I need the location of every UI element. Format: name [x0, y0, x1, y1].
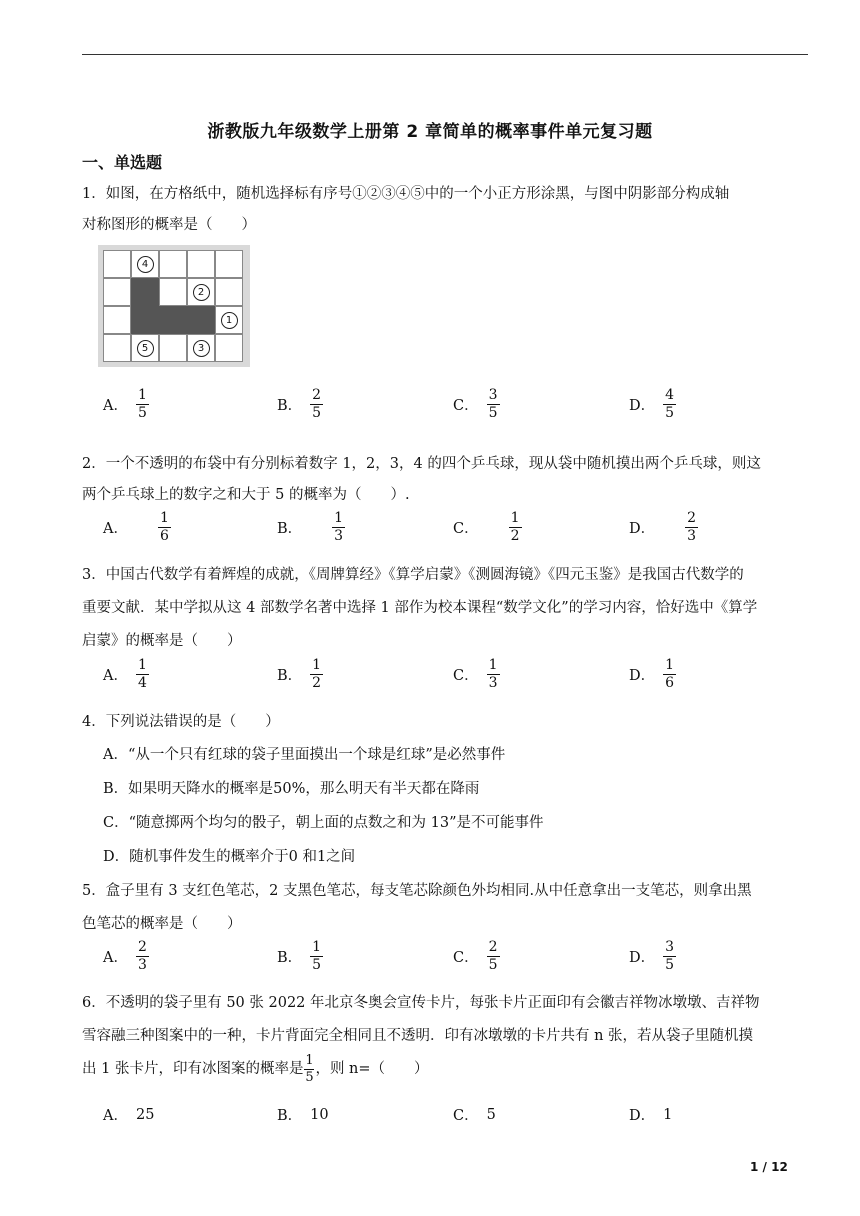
circled-number: 4	[137, 256, 154, 273]
fraction	[136, 658, 149, 692]
numerator: 3	[665, 939, 675, 955]
q4-line1: 4．下列说法错误的是（ ）	[82, 714, 280, 730]
q2-option-b[interactable]	[277, 511, 345, 545]
denominator: 4	[137, 675, 147, 692]
option-label: A．	[103, 398, 128, 415]
grid-cell	[159, 334, 187, 362]
denominator: 5	[312, 957, 322, 974]
numerator: 1	[334, 510, 344, 526]
q3-line3: 启蒙》的概率是（ ）	[82, 633, 242, 649]
grid-cell	[103, 250, 131, 278]
q6-line3	[82, 1054, 429, 1084]
numerator: 1	[312, 657, 322, 673]
denominator: 5	[312, 405, 322, 422]
option-label: C．	[453, 1108, 479, 1124]
fraction	[663, 940, 676, 974]
shaded-cell	[131, 306, 159, 334]
numerator: 2	[312, 387, 322, 403]
denominator: 5	[665, 405, 675, 422]
q3-option-d[interactable]	[629, 658, 676, 692]
numerator: 2	[137, 939, 147, 955]
shaded-cell	[187, 306, 215, 334]
q3-option-c[interactable]	[453, 658, 500, 692]
numerator: 1	[137, 657, 147, 673]
numerator: 4	[665, 387, 675, 403]
fraction	[332, 511, 345, 545]
fraction	[487, 658, 500, 692]
grid-cell-1	[215, 306, 243, 334]
q3-option-b[interactable]	[277, 658, 323, 692]
q4-option-c[interactable]: C．“随意掷两个均匀的骰子，朝上面的点数之和为 13”是不可能事件	[103, 815, 544, 831]
q5-option-c[interactable]	[453, 940, 500, 974]
fraction	[509, 511, 522, 545]
denominator: 3	[334, 528, 344, 545]
q2-option-a[interactable]	[103, 511, 171, 545]
option-label: A．	[103, 521, 128, 538]
q5-option-a[interactable]	[103, 940, 149, 974]
option-value: 5	[486, 1106, 496, 1123]
shaded-cell	[131, 278, 159, 306]
option-label: A．	[103, 668, 128, 685]
fraction	[310, 658, 323, 692]
option-label: C．	[453, 521, 479, 538]
q6-option-b[interactable]	[277, 1104, 329, 1125]
grid-cell	[215, 278, 243, 306]
q4-option-a[interactable]: A．“从一个只有红球的袋子里面摸出一个球是红球”是必然事件	[103, 747, 506, 763]
denominator: 5	[665, 957, 675, 974]
option-label: C．	[453, 668, 479, 685]
option-label: D．	[629, 1108, 656, 1124]
circled-number: 2	[193, 284, 210, 301]
grid-cell-3	[187, 334, 215, 362]
grid-cell	[103, 278, 131, 306]
q6-line1: 6．不透明的袋子里有 50 张 2022 年北京冬奥会宣传卡片，每张卡片正面印有会徽吉祥物冰墩墩、吉祥物	[82, 995, 760, 1011]
grid-cell	[103, 334, 131, 362]
option-label: D．	[629, 950, 656, 967]
q5-option-d[interactable]	[629, 940, 676, 974]
option-label: D．	[629, 521, 656, 538]
grid-cell	[159, 278, 187, 306]
option-label: D．	[629, 668, 656, 685]
q2-line2: 两个乒乓球上的数字之和大于 5 的概率为（ ）.	[82, 487, 410, 503]
denominator: 3	[687, 528, 697, 545]
denominator: 6	[665, 675, 675, 692]
fraction	[487, 940, 500, 974]
section-heading: 一、单选题	[82, 153, 163, 172]
q2-option-c[interactable]	[453, 511, 522, 545]
grid-cell	[159, 250, 187, 278]
grid-cell	[103, 306, 131, 334]
numerator: 1	[488, 657, 498, 673]
option-label: A．	[103, 950, 128, 967]
fraction	[663, 388, 676, 422]
numerator: 1	[159, 510, 169, 526]
denominator: 5	[488, 405, 498, 422]
fraction	[136, 940, 149, 974]
q6-option-a[interactable]	[103, 1104, 154, 1125]
numerator: 2	[687, 510, 697, 526]
option-label: B．	[277, 521, 303, 538]
q3-line2: 重要文献．某中学拟从这 4 部数学名著中选择 1 部作为校本课程“数学文化”的学习内容，恰好选中《算学	[82, 600, 758, 616]
fraction	[158, 511, 171, 545]
q1-option-d[interactable]	[629, 388, 676, 422]
q3-line1: 3．中国古代数学有着辉煌的成就，《周牌算经》《算学启蒙》《测圆海镜》《四元玉鉴》是我国古代数学的	[82, 567, 744, 583]
shaded-cell	[159, 306, 187, 334]
fraction	[663, 658, 676, 692]
option-label: B．	[277, 950, 303, 967]
q1-line1: 1．如图，在方格纸中，随机选择标有序号①②③④⑤中的一个小正方形涂黑，与图中阴影部分构成轴	[82, 186, 730, 202]
option-label: B．	[277, 668, 303, 685]
circled-number: 1	[221, 312, 238, 329]
q3-option-a[interactable]	[103, 658, 149, 692]
numerator: 1	[305, 1053, 314, 1068]
grid-cell-4	[131, 250, 159, 278]
q1-grid-figure	[98, 245, 250, 367]
q1-option-a[interactable]	[103, 388, 149, 422]
grid-cell	[215, 250, 243, 278]
option-label: B．	[277, 398, 303, 415]
denominator: 2	[510, 528, 520, 545]
fraction	[310, 388, 323, 422]
document-title: 浙教版九年级数学上册第 2 章简单的概率事件单元复习题	[207, 122, 653, 142]
denominator: 3	[488, 675, 498, 692]
option-value: 25	[135, 1106, 155, 1123]
option-label: D．	[629, 398, 656, 415]
q1-option-b[interactable]	[277, 388, 323, 422]
option-label: A．	[103, 1108, 128, 1124]
q4-option-d[interactable]: D．随机事件发生的概率介于0 和1之间	[103, 849, 356, 865]
grid-cell-5	[131, 334, 159, 362]
numerator: 2	[488, 939, 498, 955]
q6-option-c[interactable]	[453, 1104, 496, 1125]
fraction	[136, 388, 149, 422]
q2-line1: 2．一个不透明的布袋中有分别标着数字 1，2，3，4 的四个乒乓球，现从袋中随机摸出两个乒乓球，则这	[82, 456, 761, 472]
q5-option-b[interactable]	[277, 940, 323, 974]
grid-cell-2	[187, 278, 215, 306]
numerator: 1	[137, 387, 147, 403]
denominator: 5	[305, 1069, 314, 1085]
fraction	[310, 940, 323, 974]
fraction	[685, 511, 698, 545]
denominator: 2	[312, 675, 322, 692]
numerator: 1	[665, 657, 675, 673]
q1-option-c[interactable]	[453, 388, 500, 422]
option-label: B．	[277, 1108, 303, 1124]
circled-number: 3	[193, 340, 210, 357]
q6-line3-end: ，则 n=（ ）	[315, 1061, 429, 1078]
numerator: 1	[312, 939, 322, 955]
q5-line1: 5．盒子里有 3 支红色笔芯，2 支黑色笔芯，每支笔芯除颜色外均相同.从中任意拿出一支笔芯，则拿出黑	[82, 883, 752, 899]
page-number: 1 / 12	[750, 1160, 788, 1174]
q5-line2: 色笔芯的概率是（ ）	[82, 916, 242, 932]
option-label: C．	[453, 950, 479, 967]
q6-line3-text: 出 1 张卡片，印有冰图案的概率是	[82, 1061, 304, 1078]
denominator: 5	[137, 405, 147, 422]
fraction	[487, 388, 500, 422]
q4-option-b[interactable]: B．如果明天降水的概率是50%，那么明天有半天都在降雨	[103, 781, 480, 797]
grid-cell	[187, 250, 215, 278]
header-rule	[82, 54, 808, 55]
circled-number: 5	[137, 340, 154, 357]
denominator: 3	[137, 957, 147, 974]
denominator: 6	[159, 528, 169, 545]
inline-fraction	[304, 1054, 314, 1084]
numerator: 3	[488, 387, 498, 403]
grid-cell	[215, 334, 243, 362]
option-label: C．	[453, 398, 479, 415]
option-value: 1	[663, 1106, 673, 1123]
option-value: 10	[310, 1106, 329, 1123]
q6-line2: 雪容融三种图案中的一种，卡片背面完全相同且不透明．印有冰墩墩的卡片共有 n 张，若从袋子里随机摸	[82, 1028, 754, 1044]
denominator: 5	[488, 957, 498, 974]
q1-line2: 对称图形的概率是（ ）	[82, 217, 256, 233]
q6-option-d[interactable]	[629, 1104, 672, 1125]
q2-option-d[interactable]	[629, 511, 698, 545]
numerator: 1	[510, 510, 520, 526]
